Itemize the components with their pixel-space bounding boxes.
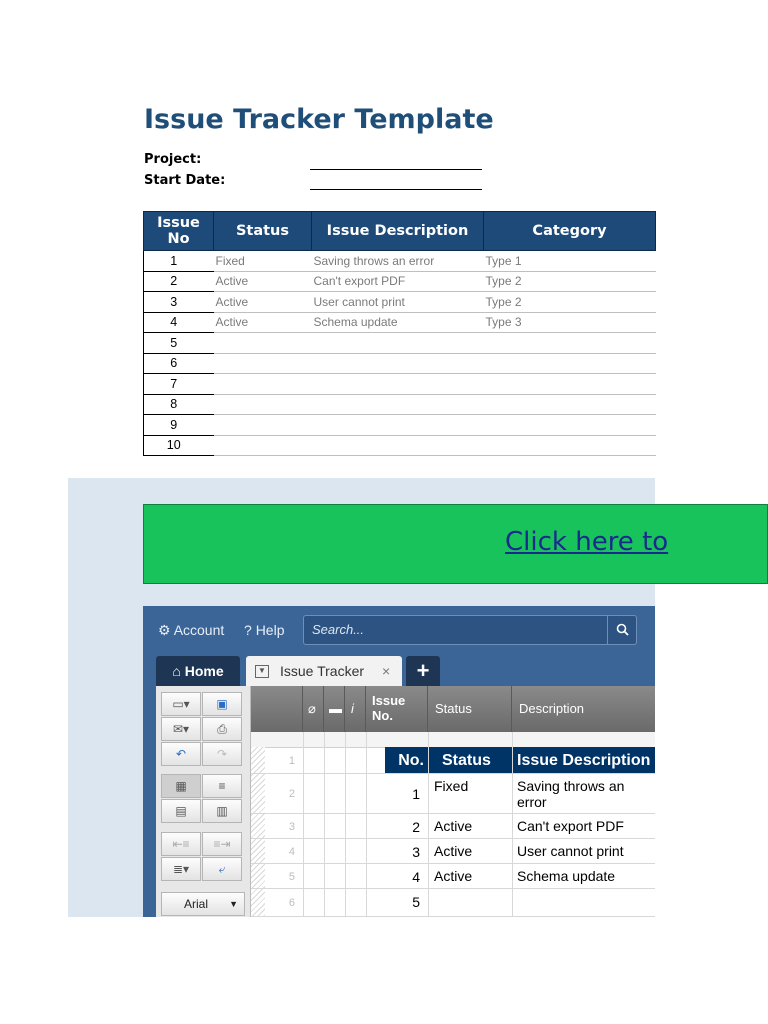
grid-header-blank [251,686,303,732]
grid-cell-description[interactable]: Schema update [517,868,616,884]
cell-status: Active [214,271,312,292]
cell-description: Schema update [312,312,484,333]
grid-row-line [251,838,655,839]
cell-status: Fixed [214,251,312,272]
cell-status [214,374,312,395]
help-label: Help [255,622,285,638]
info-column[interactable] [345,686,366,732]
grid-cell-status[interactable]: Active [434,843,473,859]
grid-cell-no[interactable]: 3 [412,844,420,860]
cell-category: Type 3 [484,312,656,333]
sheet-header-no [385,747,428,774]
row-number[interactable]: 5 [288,871,295,883]
page-title: Issue Tracker Template [144,104,494,135]
outdent-button[interactable] [161,832,201,856]
column-description-label: Description [519,701,585,716]
grid-row-line [251,773,655,774]
printer-icon: ⎙ [217,722,227,736]
cell-no: 6 [144,353,214,374]
cell-description: Can't export PDF [312,271,484,292]
cell-category [484,374,656,395]
email-button[interactable] [161,717,201,741]
cell-category [484,435,656,456]
align-button[interactable] [161,857,201,881]
row-number[interactable]: 3 [288,821,295,833]
save-button[interactable] [202,692,242,716]
tab-home-label: Home [184,663,224,679]
row-number[interactable]: 4 [288,846,295,858]
cell-no: 5 [144,333,214,354]
search-icon [616,623,629,636]
sheet-header-description: Issue Description [513,747,655,774]
account-menu[interactable] [158,622,224,639]
grid-cell-description[interactable]: Can't export PDF [517,818,624,834]
start-date-field-line [310,189,482,190]
cell-category: Type 1 [484,251,656,272]
project-field-line [310,169,482,170]
align-left-icon: ≣▾ [172,862,190,876]
new-sheet-button[interactable] [161,692,201,716]
left-toolbar [156,686,251,917]
grid-divider [324,732,325,917]
gear-icon: ⚙ [158,622,171,638]
cell-description [312,333,484,354]
card-view-icon: ▥ [216,804,228,818]
grid-cell-no[interactable]: 4 [412,869,420,885]
table-row [144,312,656,333]
grid-row-line [251,863,655,864]
project-label: Project: [144,152,202,167]
table-row [144,353,656,374]
cell-description: User cannot print [312,292,484,313]
cell-status [214,394,312,415]
cell-status [214,333,312,354]
cell-no: 9 [144,415,214,436]
table-row [144,374,656,395]
paperclip-icon: ⌀ [308,701,316,716]
cell-description [312,353,484,374]
font-select-value: Arial [184,897,209,911]
app-preview [143,606,655,917]
sheet-grid [251,686,655,917]
home-icon: ⌂ [172,663,181,679]
cell-no: 4 [144,312,214,333]
table-header-row [144,212,656,251]
card-view-button[interactable] [202,799,242,823]
grid-cell-description[interactable]: User cannot print [517,843,624,859]
cell-description [312,435,484,456]
document-icon: ▭▾ [172,697,190,711]
tab-issue-tracker-label: Issue Tracker [280,663,365,679]
tab-issue-tracker[interactable] [246,656,402,686]
cell-category [484,415,656,436]
question-icon: ? [244,622,252,638]
table-row [144,394,656,415]
table-row [144,271,656,292]
header-issue-no: Issue No [144,212,214,251]
cell-no: 10 [144,435,214,456]
cell-category [484,333,656,354]
app-topbar [143,606,655,656]
grid-divider [303,732,304,917]
cta-link[interactable]: Click here to [505,527,669,557]
font-select[interactable] [161,892,245,916]
chevron-down-icon: ▼ [229,899,238,909]
start-date-label: Start Date: [144,173,226,188]
add-tab-button[interactable]: + [406,656,440,686]
cell-category: Type 2 [484,271,656,292]
wrap-text-icon: ⤶ [218,862,226,876]
cell-category [484,353,656,374]
calendar-view-button[interactable] [161,799,201,823]
grid-cell-status[interactable]: Fixed [434,778,469,794]
header-status: Status [214,212,312,251]
grid-cell-status[interactable]: Active [434,868,473,884]
cell-status [214,415,312,436]
header-issue-description: Issue Description [312,212,484,251]
cell-status: Active [214,312,312,333]
grid-row-line [251,813,655,814]
cell-no: 7 [144,374,214,395]
grid-cell-no[interactable]: 5 [412,894,420,910]
undo-button[interactable] [161,742,201,766]
grid-cell-status[interactable]: Active [434,818,473,834]
envelope-icon: ✉▾ [172,722,190,736]
grid-header [251,686,655,732]
calendar-icon: ▤ [175,804,187,818]
cell-description [312,394,484,415]
tab-dropdown-icon[interactable]: ▼ [255,665,269,678]
row-number[interactable]: 1 [288,755,295,767]
close-tab-icon[interactable]: × [382,663,391,679]
search-box [303,615,637,645]
cell-category [484,394,656,415]
info-icon: i [351,701,354,716]
column-status[interactable] [428,686,512,732]
column-description[interactable] [512,686,655,732]
comment-icon: ▬ [329,701,342,716]
column-issue-no-label: Issue No. [372,693,406,723]
row-number[interactable]: 6 [288,897,295,909]
cell-status: Active [214,292,312,313]
help-menu[interactable] [244,622,284,638]
undo-icon: ↶ [175,747,187,761]
gantt-icon: ≡ [218,779,226,793]
cell-no: 3 [144,292,214,313]
outdent-icon: ⇤≡ [172,837,190,851]
table-row [144,292,656,313]
grid-row-line [251,888,655,889]
grid-cell-no[interactable]: 2 [412,819,420,835]
grid-cell-description[interactable]: Saving throws an error [517,778,625,810]
sheet-header-no-label: No. [398,752,424,769]
cell-description [312,415,484,436]
cell-status [214,353,312,374]
cta-banner[interactable] [143,504,768,584]
table-row [144,435,656,456]
redo-button[interactable] [202,742,242,766]
grid-row-line [251,916,655,917]
cell-status [214,435,312,456]
grid-subheader [251,732,655,748]
column-status-label: Status [435,701,472,716]
row-number[interactable]: 2 [288,788,295,800]
grid-view-button[interactable] [161,774,201,798]
comment-column[interactable] [324,686,345,732]
cell-description [312,374,484,395]
search-button[interactable] [607,616,636,644]
cell-no: 1 [144,251,214,272]
account-label: Account [173,622,225,638]
issue-tracker-table [143,211,656,456]
column-issue-no[interactable] [366,686,428,732]
wrap-text-button[interactable] [202,857,242,881]
grid-view-icon: ▦ [175,779,187,793]
sheet-header-status: Status [429,747,512,774]
redo-icon: ↷ [216,747,228,761]
table-row [144,415,656,436]
print-button[interactable] [202,717,242,741]
indent-icon: ≡⇥ [213,837,231,851]
attachment-column[interactable] [303,686,324,732]
tab-home[interactable] [156,656,240,686]
table-row [144,251,656,272]
cell-no: 2 [144,271,214,292]
save-icon: ▣ [216,697,228,711]
indent-button[interactable] [202,832,242,856]
grid-divider [345,732,346,917]
cell-description: Saving throws an error [312,251,484,272]
header-category: Category [484,212,656,251]
table-row [144,333,656,354]
cell-no: 8 [144,394,214,415]
gantt-view-button[interactable] [202,774,242,798]
grid-cell-no[interactable]: 1 [412,786,420,802]
cell-category: Type 2 [484,292,656,313]
search-input[interactable] [310,621,604,638]
